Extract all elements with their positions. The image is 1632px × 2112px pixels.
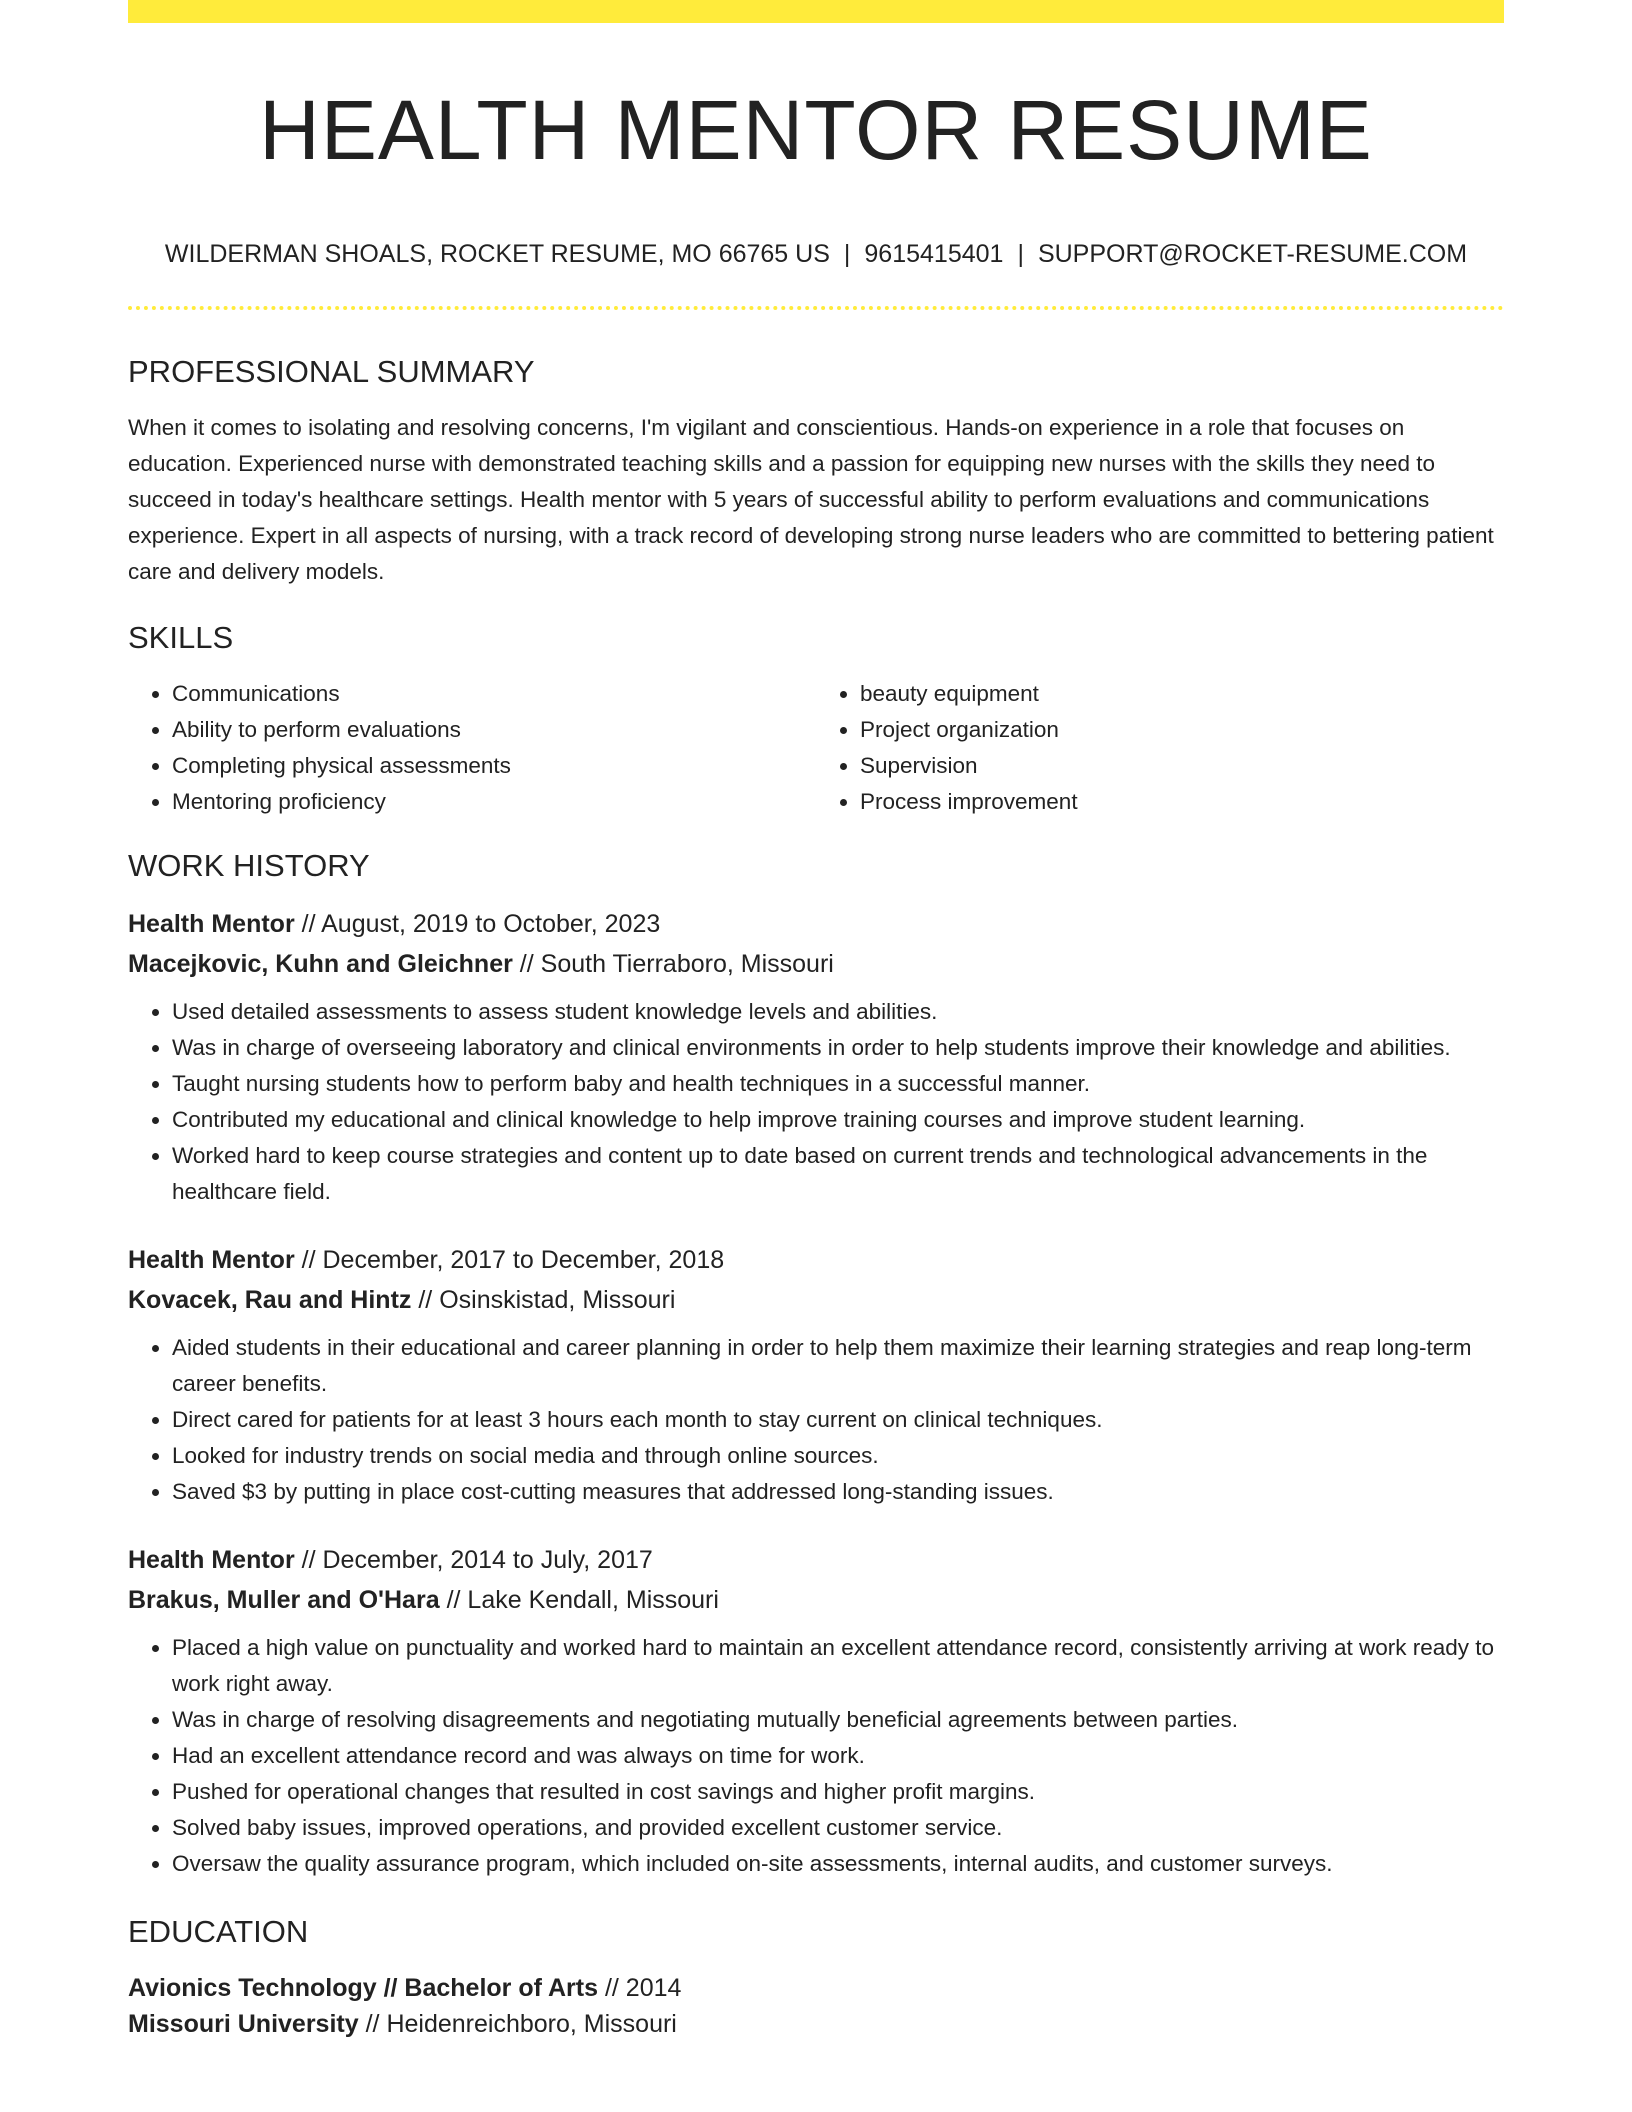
degree-line — [128, 1970, 1504, 2006]
job-bullet: • Contributed my educational and clinical knowledge to help improve training courses and improve student learning. — [172, 1102, 1504, 1138]
job-bullet: • Was in charge of overseeing laboratory and clinical environments in order to help students improve their knowledge and abilities. — [172, 1030, 1504, 1066]
company-location: Osinskistad, Missouri — [439, 1286, 676, 1314]
contact-line — [128, 236, 1504, 272]
skills-list-left — [128, 676, 816, 820]
job-dates: December, 2017 to December, 2018 — [322, 1246, 725, 1274]
employer-line — [128, 1580, 1504, 1620]
skill-item: • beauty equipment — [860, 676, 1504, 712]
top-accent-bar — [128, 0, 1504, 23]
skill-item: • Communications — [172, 676, 816, 712]
skill-item: • Mentoring proficiency — [172, 784, 816, 820]
job-bullet: • Solved baby issues, improved operations, and provided excellent customer service. — [172, 1810, 1504, 1846]
job-bullet: • Placed a high value on punctuality and worked hard to maintain an excellent attendance record, consistently arriving at work ready to work right away. — [172, 1630, 1504, 1702]
company-name: Macejkovic, Kuhn and Gleichner — [128, 950, 513, 978]
company-location: South Tierraboro, Missouri — [540, 950, 834, 978]
delimiter: // — [365, 2010, 380, 2038]
job-bullet: • Direct cared for patients for at least 3 hours each month to stay current on clinical techniques. — [172, 1402, 1504, 1438]
job-title-line — [128, 904, 1504, 944]
skill-item: • Completing physical assessments — [172, 748, 816, 784]
degree: Avionics Technology // Bachelor of Arts — [128, 1974, 598, 2002]
employer-line — [128, 1280, 1504, 1320]
delimiter: // — [301, 1246, 316, 1274]
contact-separator: | — [843, 240, 851, 268]
summary-heading: PROFESSIONAL SUMMARY — [128, 354, 535, 389]
job-entry — [128, 1540, 1504, 1882]
job-bullets — [128, 1330, 1504, 1510]
work-history-section — [128, 846, 1504, 1882]
job-title: Health Mentor — [128, 910, 295, 938]
job-dates: December, 2014 to July, 2017 — [322, 1546, 653, 1574]
skill-item: • Process improvement — [860, 784, 1504, 820]
skill-item: • Supervision — [860, 748, 1504, 784]
job-bullet: • Oversaw the quality assurance program, which included on-site assessments, internal audits, and customer surveys. — [172, 1846, 1504, 1882]
skills-columns — [128, 676, 1504, 820]
company-name: Brakus, Muller and O'Hara — [128, 1586, 440, 1614]
resume-title: HEALTH MENTOR RESUME — [259, 83, 1373, 177]
dotted-divider — [128, 306, 1504, 310]
contact-separator: | — [1017, 240, 1024, 268]
job-bullet: • Taught nursing students how to perform baby and health techniques in a successful manner. — [172, 1066, 1504, 1102]
email: SUPPORT@ROCKET-RESUME.COM — [1037, 240, 1468, 268]
job-bullets — [128, 1630, 1504, 1882]
delimiter: // — [604, 1974, 619, 2002]
employer-line — [128, 944, 1504, 984]
job-bullet: • Pushed for operational changes that resulted in cost savings and higher profit margins. — [172, 1774, 1504, 1810]
job-title-line — [128, 1540, 1504, 1580]
delimiter: // — [418, 1286, 433, 1314]
job-bullet: • Worked hard to keep course strategies and content up to date based on current trends and technological advancements in the healthcare field. — [172, 1138, 1504, 1210]
work-history-heading: WORK HISTORY — [128, 848, 370, 883]
delimiter: // — [446, 1586, 461, 1614]
job-title-line — [128, 1240, 1504, 1280]
job-bullet: • Looked for industry trends on social media and through online sources. — [172, 1438, 1504, 1474]
graduation-year: 2014 — [625, 1974, 682, 2002]
job-bullet: • Saved $3 by putting in place cost-cutting measures that addressed long-standing issues. — [172, 1474, 1504, 1510]
job-entry — [128, 1240, 1504, 1510]
education-section — [128, 1912, 1504, 2042]
skill-item: • Ability to perform evaluations — [172, 712, 816, 748]
summary-section — [128, 352, 1504, 590]
phone: 9615415401 — [864, 240, 1004, 268]
delimiter: // — [301, 1546, 316, 1574]
job-title: Health Mentor — [128, 1246, 295, 1274]
school-location: Heidenreichboro, Missouri — [386, 2010, 677, 2038]
job-bullets — [128, 994, 1504, 1210]
skills-section — [128, 618, 1504, 820]
company-name: Kovacek, Rau and Hintz — [128, 1286, 412, 1314]
job-entry — [128, 904, 1504, 1210]
address: WILDERMAN SHOALS, ROCKET RESUME, MO 66765 US — [164, 240, 830, 268]
school-line — [128, 2006, 1504, 2042]
school-name: Missouri University — [128, 2010, 359, 2038]
skill-item: • Project organization — [860, 712, 1504, 748]
job-bullet: • Used detailed assessments to assess student knowledge levels and abilities. — [172, 994, 1504, 1030]
job-bullet: • Aided students in their educational and career planning in order to help them maximize their learning strategies and reap long-term career benefits. — [172, 1330, 1504, 1402]
skills-list-right — [816, 676, 1504, 820]
skills-heading: SKILLS — [128, 620, 234, 655]
summary-text: When it comes to isolating and resolving concerns, I'm vigilant and conscientious. Hands-on experience in a role that focuses on education. Experienced nurse with demonstrated teaching skills and a passion for equipping new nurses with the skills they need to succeed in today's healthcare settings. Health mentor with 5 years of successful ability to perform evaluations and communications experience. Expert in all aspects of nursing, with a track record of developing strong nurse leaders who are committed to bettering patient care and delivery models. — [128, 415, 1494, 584]
company-location: Lake Kendall, Missouri — [467, 1586, 719, 1614]
delimiter: // — [519, 950, 534, 978]
job-dates: August, 2019 to October, 2023 — [321, 910, 661, 938]
resume-content — [128, 352, 1504, 2042]
job-title: Health Mentor — [128, 1546, 295, 1574]
job-bullet: • Had an excellent attendance record and was always on time for work. — [172, 1738, 1504, 1774]
education-heading: EDUCATION — [128, 1914, 309, 1949]
delimiter: // — [301, 910, 316, 938]
job-bullet: • Was in charge of resolving disagreements and negotiating mutually beneficial agreements between parties. — [172, 1702, 1504, 1738]
